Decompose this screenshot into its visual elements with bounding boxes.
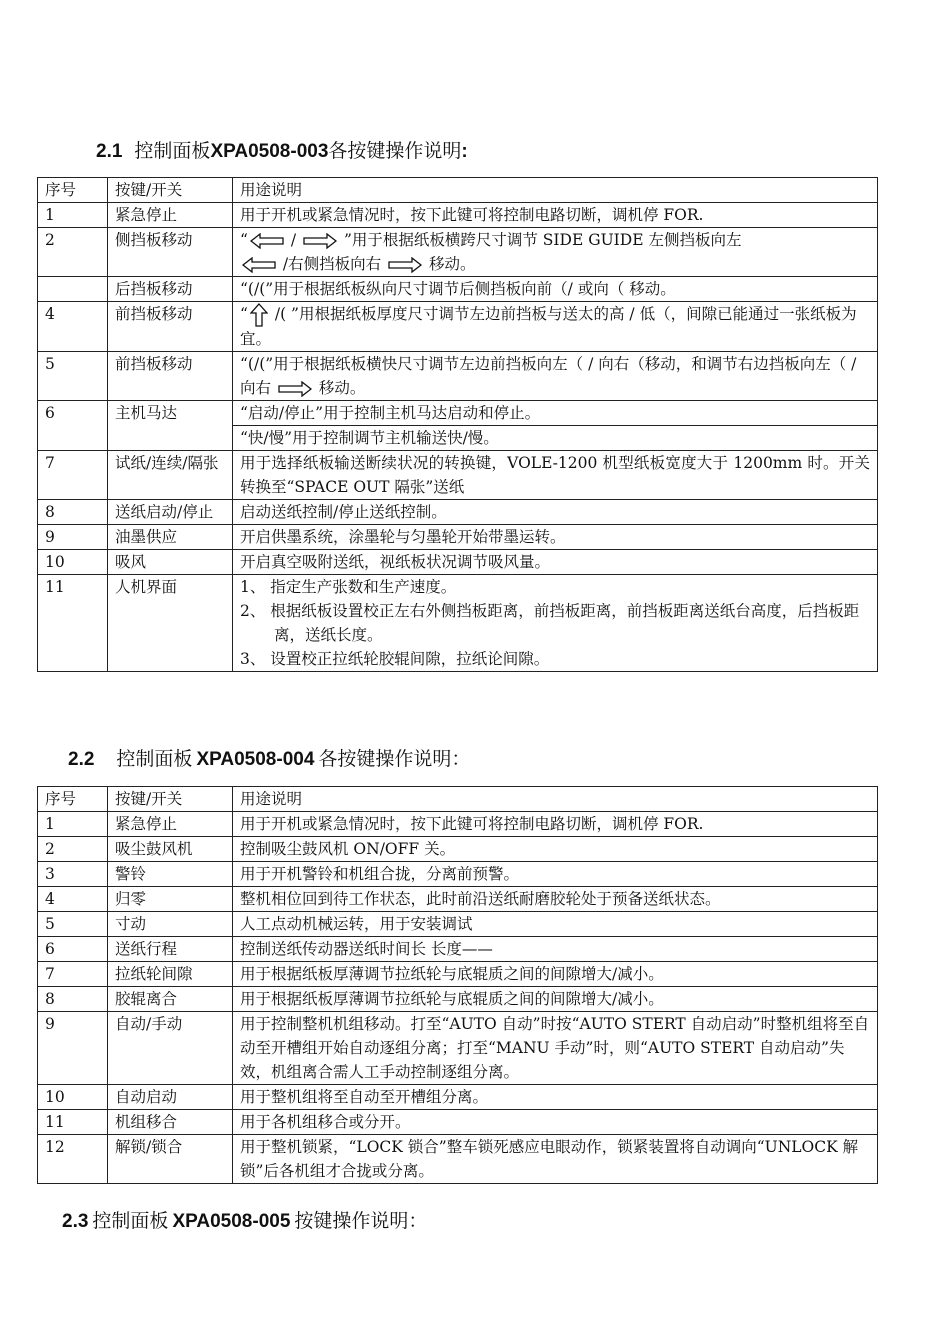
desc-part: /( ”用根据纸板厚度尺寸调节左边前挡板与送太的高 / 低（，间隙已能通过一张纸板为宜。 xyxy=(240,305,857,348)
row-desc: 用于整机组将至自动至开槽组分离。 xyxy=(233,1085,878,1110)
table-row xyxy=(38,550,878,575)
section-title-pre: 控制面板 xyxy=(116,748,193,770)
row-no: 7 xyxy=(38,451,108,500)
section-title-post: 各按键操作说明 xyxy=(328,140,462,162)
row-no: 2 xyxy=(38,228,108,277)
row-key: 试纸/连续/隔张 xyxy=(108,451,233,500)
row-no: 2 xyxy=(38,837,108,862)
section-title-post: 各按键操作说明 xyxy=(318,748,452,770)
arrow-right-icon xyxy=(388,257,422,273)
row-key: 紧急停止 xyxy=(108,812,233,837)
row-desc: “快/慢”用于控制调节主机输送快/慢。 xyxy=(233,426,878,451)
row-key: 拉纸轮间隙 xyxy=(108,962,233,987)
row-key: 前挡板移动 xyxy=(108,352,233,401)
table-row xyxy=(38,987,878,1012)
row-no: 8 xyxy=(38,987,108,1012)
header-key: 按键/开关 xyxy=(108,787,233,812)
table-row xyxy=(38,1012,878,1085)
row-no: 7 xyxy=(38,962,108,987)
row-desc: 开启真空吸附送纸，视纸板状况调节吸风量。 xyxy=(233,550,878,575)
row-no: 1 xyxy=(38,203,108,228)
row-key: 警铃 xyxy=(108,862,233,887)
table-row xyxy=(38,525,878,550)
arrow-right-icon xyxy=(303,233,337,249)
row-key: 人机界面 xyxy=(108,575,233,672)
row-no: 5 xyxy=(38,352,108,401)
header-desc: 用途说明 xyxy=(233,787,878,812)
desc-part: 移动。 xyxy=(424,255,476,273)
row-desc xyxy=(233,352,878,401)
table-row xyxy=(38,352,878,401)
section-2-3-heading xyxy=(62,1206,427,1233)
arrow-up-icon xyxy=(250,303,268,327)
row-no: 4 xyxy=(38,887,108,912)
table-row xyxy=(38,1110,878,1135)
row-no: 9 xyxy=(38,525,108,550)
row-key: 解锁/锁合 xyxy=(108,1135,233,1184)
table-row xyxy=(38,887,878,912)
header-no: 序号 xyxy=(38,178,108,203)
row-desc: 用于根据纸板厚薄调节拉纸轮与底辊质之间的间隙增大/减小。 xyxy=(233,962,878,987)
table-header-row xyxy=(38,787,878,812)
list-item: 2、 根据纸板设置校正左右外侧挡板距离，前挡板距离，前挡板距离送纸台高度，后挡板距离，送纸长度。 xyxy=(240,602,860,644)
row-desc xyxy=(233,302,878,352)
section-title-pre: 控制面板 xyxy=(134,140,211,162)
row-key: 主机马达 xyxy=(108,401,233,451)
desc-part: 移动。 xyxy=(313,379,366,397)
row-desc: 开启供墨系统，涂墨轮与匀墨轮开始带墨运转。 xyxy=(233,525,878,550)
list-item: 3、 设置校正拉纸轮胶辊间隙，拉纸论间隙。 xyxy=(240,650,550,668)
panel-code: XPA0508-005 xyxy=(172,1211,291,1232)
table-row xyxy=(38,962,878,987)
row-key: 吸尘鼓风机 xyxy=(108,837,233,862)
list-item: 1、 指定生产张数和生产速度。 xyxy=(240,578,457,596)
row-no: 5 xyxy=(38,912,108,937)
row-desc: 用于根据纸板厚薄调节拉纸轮与底辊质之间的间隙增大/减小。 xyxy=(233,987,878,1012)
row-key: 送纸启动/停止 xyxy=(108,500,233,525)
section-colon: ： xyxy=(451,748,471,770)
row-key: 自动启动 xyxy=(108,1085,233,1110)
table-row xyxy=(38,912,878,937)
desc-part: ”用于根据纸板横跨尺寸调节 SIDE GUIDE 左侧挡板向左 xyxy=(339,231,742,249)
table-row xyxy=(38,1085,878,1110)
table-row xyxy=(38,277,878,302)
desc-part: “ xyxy=(240,305,248,323)
row-no: 10 xyxy=(38,550,108,575)
row-desc xyxy=(233,228,878,277)
row-key: 送纸行程 xyxy=(108,937,233,962)
row-desc: 整机相位回到待工作状态，此时前沿送纸耐磨胶轮处于预备送纸状态。 xyxy=(233,887,878,912)
table-row xyxy=(38,862,878,887)
row-no: 4 xyxy=(38,302,108,352)
arrow-left-icon xyxy=(242,257,276,273)
row-desc: 人工点动机械运转，用于安装调试 xyxy=(233,912,878,937)
row-desc: 控制送纸传动器送纸时间长 长度—— xyxy=(233,937,878,962)
table-row xyxy=(38,401,878,426)
row-no: 12 xyxy=(38,1135,108,1184)
section-2-1-heading xyxy=(96,136,468,163)
row-key: 油墨供应 xyxy=(108,525,233,550)
section-colon: ： xyxy=(408,1210,428,1232)
table-row xyxy=(38,937,878,962)
row-no xyxy=(38,277,108,302)
row-no: 11 xyxy=(38,575,108,672)
row-desc: 启动送纸控制/停止送纸控制。 xyxy=(233,500,878,525)
section-number: 2.1 xyxy=(96,141,123,162)
row-desc: “启动/停止”用于控制主机马达启动和停止。 xyxy=(233,401,878,426)
row-desc: 用于选择纸板输送断续状况的转换键，VOLE-1200 机型纸板宽度大于 1200mm 时。开关转换至“SPACE OUT 隔张”送纸 xyxy=(233,451,878,500)
row-no: 8 xyxy=(38,500,108,525)
row-key: 前挡板移动 xyxy=(108,302,233,352)
row-key: 归零 xyxy=(108,887,233,912)
row-key: 紧急停止 xyxy=(108,203,233,228)
operations-table-2 xyxy=(37,786,878,1184)
desc-part: /右侧挡板向右 xyxy=(278,255,387,273)
row-desc: 用于控制整机机组移动。打至“AUTO 自动”时按“AUTO STERT 自动启动”时整机组将至自动至开槽组开始自动逐组分离；打至“MANU 手动”时，则“AUTO STERT 自动启动”失效，机组离合需人工手动控制逐组分离。 xyxy=(233,1012,878,1085)
table-row xyxy=(38,837,878,862)
header-no: 序号 xyxy=(38,787,108,812)
row-no: 3 xyxy=(38,862,108,887)
row-desc: 用于开机或紧急情况时，按下此键可将控制电路切断，调机停 FOR. xyxy=(233,812,878,837)
table-row xyxy=(38,451,878,500)
arrow-left-icon xyxy=(250,233,284,249)
header-desc: 用途说明 xyxy=(233,178,878,203)
panel-code: XPA0508-004 xyxy=(196,749,315,770)
desc-part: “ xyxy=(240,231,248,249)
arrow-right-icon xyxy=(278,381,312,397)
row-no: 6 xyxy=(38,401,108,451)
row-desc xyxy=(233,575,878,672)
table-row xyxy=(38,203,878,228)
table-row xyxy=(38,575,878,672)
row-desc: 用于整机锁紧，“LOCK 锁合”整车锁死感应电眼动作，锁紧装置将自动调向“UNLOCK 解锁”后各机组才合拢或分离。 xyxy=(233,1135,878,1184)
row-key: 寸动 xyxy=(108,912,233,937)
row-no: 10 xyxy=(38,1085,108,1110)
row-key: 侧挡板移动 xyxy=(108,228,233,277)
row-desc: “(/(”用于根据纸板纵向尺寸调节后侧挡板向前（/ 或向（ 移动。 xyxy=(233,277,878,302)
row-desc: 用于各机组移合或分开。 xyxy=(233,1110,878,1135)
table-row xyxy=(38,1135,878,1184)
row-key: 机组移合 xyxy=(108,1110,233,1135)
table-row xyxy=(38,302,878,352)
desc-part: / xyxy=(285,231,302,249)
row-desc: 用于开机警铃和机组合拢，分离前预警。 xyxy=(233,862,878,887)
table-header-row xyxy=(38,178,878,203)
section-2-2-heading xyxy=(68,744,470,771)
section-number: 2.3 xyxy=(62,1211,89,1232)
section-title-post: 按键操作说明 xyxy=(294,1210,409,1232)
row-desc: 控制吸尘鼓风机 ON/OFF 关。 xyxy=(233,837,878,862)
table-row xyxy=(38,812,878,837)
row-no: 9 xyxy=(38,1012,108,1085)
section-title-pre: 控制面板 xyxy=(92,1210,169,1232)
operations-table-1 xyxy=(37,177,878,672)
row-no: 1 xyxy=(38,812,108,837)
row-no: 6 xyxy=(38,937,108,962)
row-no: 11 xyxy=(38,1110,108,1135)
row-key: 胶辊离合 xyxy=(108,987,233,1012)
panel-code: XPA0508-003 xyxy=(210,141,329,162)
section-colon: : xyxy=(461,141,468,162)
row-key: 吸风 xyxy=(108,550,233,575)
table-row xyxy=(38,228,878,277)
row-key: 后挡板移动 xyxy=(108,277,233,302)
row-desc: 用于开机或紧急情况时，按下此键可将控制电路切断，调机停 FOR. xyxy=(233,203,878,228)
header-key: 按键/开关 xyxy=(108,178,233,203)
table-row xyxy=(38,500,878,525)
desc-part: “(/(”用于根据纸板横快尺寸调节左边前挡板向左（ / 向右（移动，和调节右边挡板向左（ / 向右 xyxy=(240,355,857,397)
section-number: 2.2 xyxy=(68,749,95,770)
row-key: 自动/手动 xyxy=(108,1012,233,1085)
